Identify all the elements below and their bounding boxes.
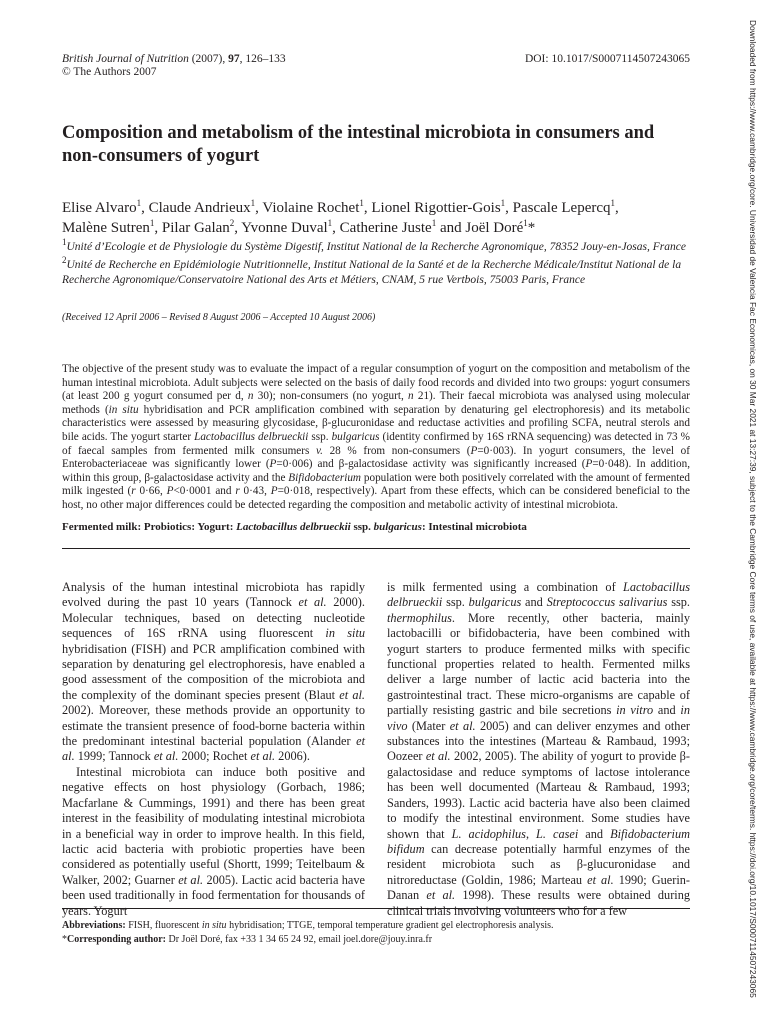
journal-name: British Journal of Nutrition	[62, 53, 189, 65]
author: Pascale Lepercq	[512, 200, 611, 216]
paragraph: Intestinal microbiota can induce both positive and negative effects on host physiology (Gorbach, 1986; Macfarlane & Cummings, 1991) and there has been great interest in the feasibility of modulating intestinal microbiota in a beneficial way in order to improve health. In this field, lactic acid bacteria with probiotic properties have been considered as potentially useful (Shortt, 1999; Teitelbaum & Walker, 2002; Guarner et al. 2005). Lactic acid bacteria have been used traditionally in food fermentation for thousands of years. Yogurt	[62, 764, 365, 918]
abstract: The objective of the present study was to evaluate the impact of a regular consumption of yogurt on the composition and metabolism of the human intestinal microbiota. Adult subjects were selected on the basis of daily food records and divided into two groups: yogurt consumers (at least 200 g yogurt consumed per d, n 30); non-consumers (no yogurt, n 21). Their faecal microbiota was analysed using molecular methods (in situ hybridisation and PCR amplification combined with separation by denaturing gel electrophoresis) and its metabolic characteristics were assessed by measuring glycosidase, β-glucuronidase and reductase activities and profiling SCFA, neutral sterols and bile acids. The yogurt starter Lactobacillus delbrueckii ssp. bulgaricus (identity confirmed by 16S rRNA sequencing) was detected in 73 % of faecal samples from fermented milk consumers v. 28 % from non-consumers (P=0·003). In yogurt consumers, the level of Enterobacteriaceae was significantly lower (P=0·006) and β-galactosidase activity was significantly increased (P=0·048). In addition, within this group, β-galactosidase activity and the Bifidobacterium population were both positively correlated with the amount of fermented milk ingested (r 0·66, P<0·0001 and r 0·43, P=0·018, respectively). Apart from these effects, which can be considered beneficial to the host, no other major differences could be detected regarding the composition and metabolic activity of intestinal microbiota.	[62, 363, 691, 511]
affiliation: $^1$Unité d’Ecologie et de Physiologie du Système Digestif, Institut National de la Recherche Agronomique, 78352 Jouy-en-Josas, France	[62, 237, 686, 253]
download-notice	[744, 20, 758, 1020]
download-notice-text: Downloaded from https://www.cambridge.org/core. Universidad de Valencia Fac Economicas, on 30 Mar 2021 at 13:27:39, subject to the Cambridge Core terms of use, available at https://www.cambridge.org/core/terms. https://doi.org/10.1017/S0007114507243065	[748, 20, 758, 998]
author-list: Elise Alvaro$^1$, Claude Andrieux$^1$, Violaine Rochet$^1$, Lionel Rigottier-Gois$^1$, Pascale Lepercq$^1$, Malène Sutren$^1$, Pilar Galan$^2$, Yvonne Duval$^1$, Catherine Juste$^1$ and Joël Doré$^1$*	[62, 198, 619, 236]
corresponding-author-note: *Corresponding author: Dr Joël Doré, fax +33 1 34 65 24 92, email joel.dore@jouy.inra.fr	[62, 934, 433, 945]
author: Claude Andrieux	[148, 200, 251, 216]
copyright-line: © The Authors 2007	[62, 66, 157, 78]
paragraph: is milk fermented using a combination of Lactobacillus delbrueckii ssp. bulgaricus and Streptococcus salivarius ssp. thermophilus. More recently, other bacteria, mainly lactobacilli or bifidobacteria, have been combined with yogurt starters to produce fermented milks with specific functional properties related to health. Fermented milks deliver a large number of lactic acid bacteria into the gastrointestinal tract. These micro-organisms are capable of partially resisting gastric and bile secretions in vitro and in vivo (Mater et al. 2005) and can deliver enzymes and other substances into the intestines (Marteau & Rambaud, 1993; Oozeer et al. 2002, 2005). The ability of yogurt to provide β-galactosidase and reduce symptoms of lactose intolerance has been well documented (Marteau & Rambaud, 1993; Sanders, 1993). Lactic acid bacteria have also been claimed to modify the intestinal environment. Some studies have shown that L. acidophilus, L. casei and Bifidobacterium bifidum can decrease potentially harmful enzymes of the resident microbiota such as β-glucuronidase and nitroreductase (Goldin, 1986; Marteau et al. 1990; Guerin-Danan et al. 1998). These results were obtained during clinical trials involving volunteers who for a few	[387, 580, 691, 918]
affiliations	[62, 237, 687, 291]
author: Violaine Rochet	[262, 200, 360, 216]
abbreviations-note: Abbreviations: FISH, fluorescent in situ hybridisation; TTGE, temporal temperature gradient gel electrophoresis analysis.	[62, 920, 554, 931]
journal-header	[62, 53, 286, 79]
doi-header: DOI: 10.1017/S0007114507243065	[524, 53, 690, 65]
article-title: Composition and metabolism of the intestinal microbiota in consumers and non-consumers of yogurt	[62, 123, 655, 166]
footnote-divider	[62, 908, 690, 909]
author: Elise Alvaro	[62, 200, 137, 216]
keywords: Fermented milk: Probiotics: Yogurt: Lactobacillus delbrueckii ssp. bulgaricus: Intestinal microbiota	[62, 521, 527, 533]
author: Pilar Galan	[161, 220, 230, 236]
paragraph: Analysis of the human intestinal microbiota has rapidly evolved during the past 10 years (Tannock et al. 2000). Molecular techniques, based on detecting nucleotide sequences of 16S rRNA using fluorescent in situ hybridisation (FISH) and PCR amplification combined with separation by denaturing gel electrophoresis, have enabled a good assessment of the composition of the microbiota and the complexity of the dominant species present (Blaut et al. 2002). Moreover, these methods provide an opportunity to estimate the transient presence of food-borne bacteria within the predominant intestinal bacterial population (Alander et al. 1999; Tannock et al. 2000; Rochet et al. 2006).	[62, 580, 366, 764]
author: Catherine Juste	[339, 220, 432, 236]
received-dates: (Received 12 April 2006 – Revised 8 August 2006 – Accepted 10 August 2006)	[62, 312, 376, 323]
author: Malène Sutren	[62, 220, 150, 236]
author: Lionel Rigottier-Gois	[371, 200, 501, 216]
affiliation: $^2$Unité de Recherche en Epidémiologie Nutritionnelle, Institut National de la Santé et de la Recherche Médicale/Institut National de la Recherche Agronomique/Conservatoire National des Arts et Métiers, CNAM, 5 rue Vertbois, 75003 Paris, France	[62, 255, 682, 286]
body-column-left	[62, 580, 365, 919]
journal-citation: British Journal of Nutrition (2007), 97, 126–133	[62, 53, 286, 65]
journal-volume: 97	[228, 53, 240, 65]
body-column-right	[387, 580, 690, 919]
author: Joël Doré	[465, 220, 524, 236]
author: Yvonne Duval	[241, 220, 328, 236]
section-divider	[62, 548, 690, 549]
footnotes	[62, 919, 690, 947]
